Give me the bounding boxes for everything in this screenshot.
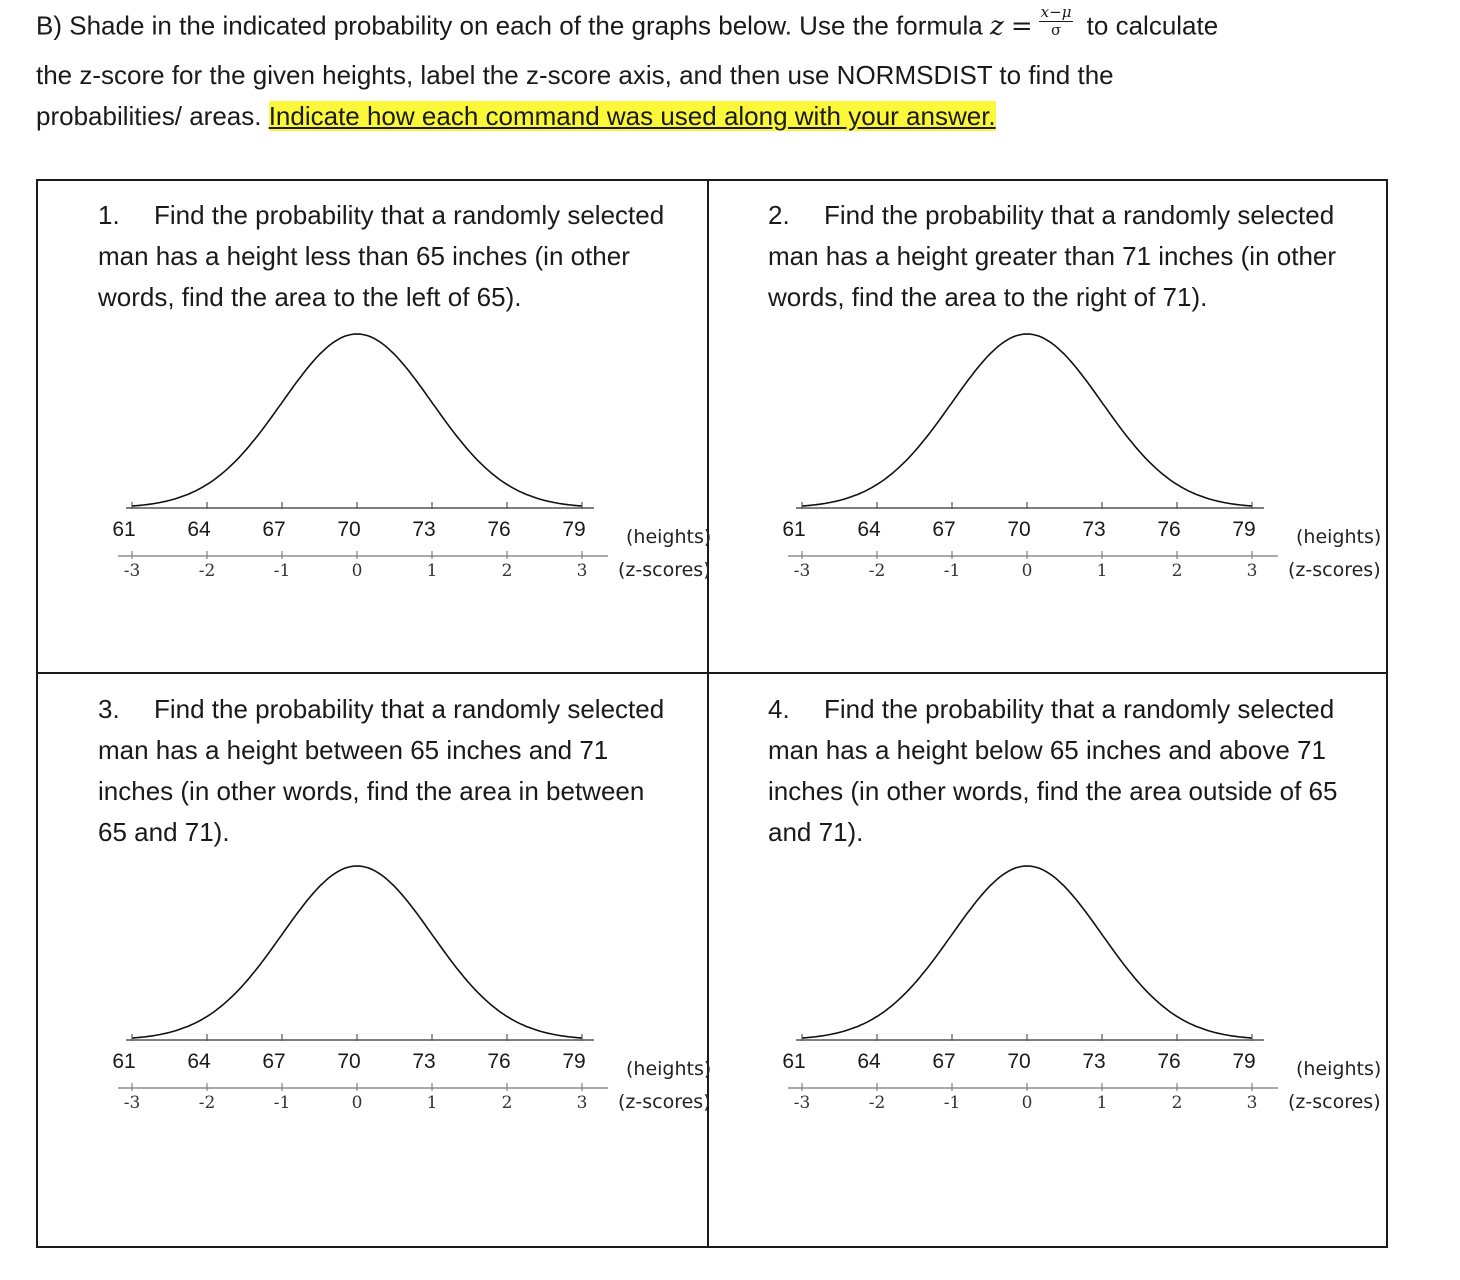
- instructions-line-1: [36, 3, 1219, 45]
- zscore-tick-label: 0: [351, 1093, 363, 1113]
- problem-1-text: [98, 195, 664, 318]
- normal-curve-graph-3[interactable]: [112, 858, 716, 1118]
- heights-tick-label: 76: [487, 1050, 511, 1073]
- heights-tick-label: 73: [412, 1050, 436, 1073]
- zscore-tick-label: 2: [1171, 561, 1183, 581]
- normal-curve-graph-1[interactable]: [112, 326, 716, 586]
- problem-line: Find the probability that a randomly selected: [824, 694, 1335, 724]
- zscore-tick-label: 2: [501, 561, 513, 581]
- zscore-tick-label: -2: [868, 1093, 886, 1113]
- problem-2-text: [768, 195, 1336, 318]
- problem-line: words, find the area to the right of 71).: [768, 282, 1208, 312]
- heights-tick-label: 76: [487, 518, 511, 541]
- problem-4-text: [768, 689, 1337, 853]
- zscore-tick-label: -2: [198, 561, 216, 581]
- zscore-tick-label: -1: [943, 561, 961, 581]
- zscore-tick-label: 1: [1096, 1093, 1108, 1113]
- zscore-tick-label: -1: [943, 1093, 961, 1113]
- problem-number: 4.: [768, 694, 790, 724]
- zscore-axis-label: (z-scores): [618, 1091, 711, 1113]
- zscore-tick-label: 0: [1021, 561, 1033, 581]
- problem-line: man has a height less than 65 inches (in other: [98, 241, 630, 271]
- problem-line: Find the probability that a randomly selected: [154, 694, 665, 724]
- heights-tick-label: 64: [187, 1050, 211, 1073]
- normal-curve-svg: [782, 326, 1386, 586]
- zscore-axis-label: (z-scores): [618, 559, 711, 581]
- zscore-tick-label: -3: [123, 561, 141, 581]
- heights-tick-label: 61: [782, 1050, 806, 1073]
- formula-numerator: x−μ: [1040, 3, 1072, 21]
- normal-curve-graph-4[interactable]: [782, 858, 1386, 1118]
- problem-number: 1.: [98, 200, 120, 230]
- heights-tick-label: 70: [1007, 1050, 1031, 1073]
- heights-tick-label: 73: [1082, 518, 1106, 541]
- zscore-axis-label: (z-scores): [1288, 559, 1381, 581]
- heights-tick-label: 73: [1082, 1050, 1106, 1073]
- heights-tick-label: 64: [187, 518, 211, 541]
- normal-curve: [132, 866, 582, 1038]
- problem-line: Find the probability that a randomly selected: [154, 200, 665, 230]
- zscore-tick-label: -3: [793, 1093, 811, 1113]
- zscore-tick-label: 3: [576, 1093, 588, 1113]
- normal-curve: [802, 334, 1252, 506]
- zscore-tick-label: -2: [868, 561, 886, 581]
- highlighted-instruction: Indicate how each command was used along with your answer.: [268, 101, 996, 131]
- normal-curve-svg: [112, 326, 716, 586]
- heights-tick-label: 61: [782, 518, 806, 541]
- zscore-tick-label: 1: [426, 1093, 438, 1113]
- heights-axis-label: (heights): [1296, 526, 1382, 548]
- problem-line: man has a height below 65 inches and above 71: [768, 735, 1326, 765]
- zscore-tick-label: 3: [1246, 561, 1258, 581]
- zscore-tick-label: 1: [1096, 561, 1108, 581]
- heights-tick-label: 79: [1232, 518, 1256, 541]
- problem-number: 3.: [98, 694, 120, 724]
- zscore-tick-label: -3: [793, 561, 811, 581]
- heights-tick-label: 79: [562, 518, 586, 541]
- equals-sign: =: [1010, 11, 1033, 42]
- heights-tick-label: 73: [412, 518, 436, 541]
- z-score-formula: [1039, 4, 1074, 39]
- problem-line: words, find the area to the left of 65).: [98, 282, 522, 312]
- heights-tick-label: 67: [932, 518, 956, 541]
- problem-line: Find the probability that a randomly selected: [824, 200, 1335, 230]
- heights-tick-label: 67: [262, 1050, 286, 1073]
- heights-tick-label: 70: [1007, 518, 1031, 541]
- zscore-tick-label: -1: [273, 1093, 291, 1113]
- problem-line: inches (in other words, find the area in between: [98, 776, 645, 806]
- heights-axis-label: (heights): [626, 1058, 712, 1080]
- problem-line: man has a height greater than 71 inches (in other: [768, 241, 1337, 271]
- normal-curve-svg: [782, 858, 1386, 1118]
- zscore-tick-label: 1: [426, 561, 438, 581]
- heights-tick-label: 67: [262, 518, 286, 541]
- zscore-tick-label: 0: [351, 561, 363, 581]
- zscore-axis-label: (z-scores): [1288, 1091, 1381, 1113]
- zscore-tick-label: 2: [501, 1093, 513, 1113]
- heights-tick-label: 61: [112, 1050, 136, 1073]
- instructions-text-suffix: to calculate: [1079, 10, 1219, 41]
- heights-tick-label: 76: [1157, 518, 1181, 541]
- instructions-text: probabilities/ areas.: [36, 101, 269, 131]
- heights-tick-label: 70: [337, 518, 361, 541]
- problem-line: and 71).: [768, 817, 864, 847]
- problem-3-text: [98, 689, 664, 853]
- heights-tick-label: 79: [1232, 1050, 1256, 1073]
- heights-tick-label: 79: [562, 1050, 586, 1073]
- instructions-line-3: [36, 101, 996, 132]
- zscore-tick-label: 3: [576, 561, 588, 581]
- normal-curve-graph-2[interactable]: [782, 326, 1386, 586]
- normal-curve: [802, 866, 1252, 1038]
- heights-tick-label: 76: [1157, 1050, 1181, 1073]
- problem-line: 65 and 71).: [98, 817, 230, 847]
- normal-curve-svg: [112, 858, 716, 1118]
- heights-axis-label: (heights): [626, 526, 712, 548]
- heights-tick-label: 67: [932, 1050, 956, 1073]
- heights-tick-label: 64: [857, 518, 881, 541]
- problem-line: man has a height between 65 inches and 71: [98, 735, 609, 765]
- heights-axis-label: (heights): [1296, 1058, 1382, 1080]
- table-divider-horizontal: [38, 672, 1386, 674]
- heights-tick-label: 61: [112, 518, 136, 541]
- heights-tick-label: 70: [337, 1050, 361, 1073]
- zscore-tick-label: -1: [273, 561, 291, 581]
- zscore-tick-label: -2: [198, 1093, 216, 1113]
- zscore-tick-label: -3: [123, 1093, 141, 1113]
- zscore-tick-label: 3: [1246, 1093, 1258, 1113]
- normal-curve: [132, 334, 582, 506]
- problem-line: inches (in other words, find the area outside of 65: [768, 776, 1338, 806]
- formula-denominator: σ: [1050, 21, 1062, 39]
- heights-tick-label: 64: [857, 1050, 881, 1073]
- zscore-tick-label: 2: [1171, 1093, 1183, 1113]
- zscore-tick-label: 0: [1021, 1093, 1033, 1113]
- problem-number: 2.: [768, 200, 790, 230]
- instructions-line-2: the z-score for the given heights, label the z-score axis, and then use NORMSDIST to find the: [36, 60, 1114, 90]
- instructions-text: B) Shade in the indicated probability on each of the graphs below. Use the formula: [36, 10, 990, 41]
- z-symbol: z: [989, 11, 1004, 42]
- problems-table: [36, 179, 1388, 1248]
